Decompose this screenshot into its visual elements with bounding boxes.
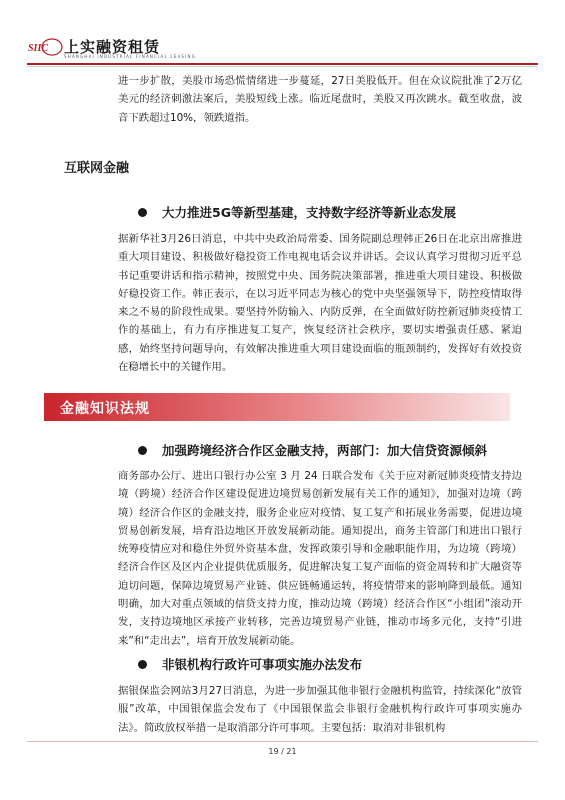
siic-logo-icon <box>27 37 63 57</box>
company-name-cn: 上实融资租赁 <box>64 38 161 56</box>
article-body-5g-infrastructure: 据新华社3月26日消息，中共中央政治局常委、国务院副总理韩正26日在北京出席推进重大项目建设、积极做好稳投资工作电视电话会议并讲话。会议认真学习贯彻习近平总书记重要讲话和指示精神，按照党中央、国务院决策部署，推进重大项目建设、积极做好稳投资工作。韩正表示，在以习近平同志为核心的党中央坚强领导下，防控疫情取得来之不易的阶段性成果。要坚持外防输入、内防反弹，在全面做好防控新冠肺炎疫情工作的基础上，有力有序推进复工复产，恢复经济社会秩序，要切实增强责任感、紧迫感，始终坚持问题导向，有效解决推进重大项目建设面临的瓶颈制约，发挥好有效投资在稳增长中的关键作用。 <box>118 233 522 374</box>
logo-mark-text: SIIC <box>28 43 49 54</box>
article-heading-text: 大力推进5G等新型基建，支持数字经济等新业态发展 <box>162 205 456 220</box>
section-title-internet-finance: 互联网金融 <box>64 161 130 176</box>
page-header <box>0 0 565 62</box>
footer-divider <box>27 741 538 742</box>
bullet-icon <box>138 446 147 455</box>
page-number: 19 / 21 <box>268 747 297 756</box>
article-heading-cross-border-zones <box>138 441 538 463</box>
article-heading-non-bank-licensing <box>138 655 538 677</box>
article-heading-5g-infrastructure <box>138 203 538 225</box>
header-divider-thin <box>27 66 538 67</box>
intro-paragraph: 进一步扩散，美股市场恐慌情绪进一步蔓延，27日美股低开。但在众议院批准了2万亿美元的经济刺激法案后，美股短线上涨。临近尾盘时，美股又再次跳水。截至收盘，波音下跌超过10%，领跌道指。 <box>118 75 522 124</box>
article-body-non-bank-licensing: 据银保监会网站3月27日消息，为进一步加强其他非银行金融机构监管，持续深化“放管服”改革，中国银保监会发布了《中国银保监会非银行金融机构行政许可事项实施办法》。简政放权举措一是取消部分许可事项。主要包括：取消对非银机构 <box>118 685 522 734</box>
company-name-en: SHANGHAI INDUSTRIAL FINANCIAL LEASING <box>64 54 197 59</box>
header-divider <box>27 63 538 65</box>
article-heading-text: 加强跨境经济合作区金融支持，两部门：加大信贷资源倾斜 <box>162 443 488 458</box>
bullet-icon <box>138 208 147 217</box>
article-heading-text: 非银机构行政许可事项实施办法发布 <box>162 657 363 672</box>
section-band-financial-regulations <box>44 393 510 421</box>
bullet-icon <box>138 660 147 669</box>
article-body-cross-border-zones: 商务部办公厅、进出口银行办公室 3 月 24 日联合发布《关于应对新冠肺炎疫情支持边境（跨境）经济合作区建设促进边境贸易创新发展有关工作的通知》，加强对边境（跨境）经济合作区的金融支持，服务企业应对疫情、复工复产和拓展业务需要，促进边境贸易创新发展，培育沿边地区开放发展新动能。通知提出，商务主管部门和进出口银行统筹疫情应对和稳住外贸外资基本盘，发挥政策引导和金融职能作用，为边境（跨境）经济合作区及区内企业提供优质服务，促进解决复工复产面临的资金周转和扩大融资等迫切问题，保障边境贸易产业链、供应链畅通运转，将疫情带来的影响降到最低。通知明确，加大对重点领域的信贷支持力度，推动边境（跨境）经济合作区“小组团”滚动开发，支持边境地区承接产业转移，完善边境贸易产业链，推动市场多元化，支持“引进来”和“走出去”，培育开放发展新动能。 <box>118 470 522 647</box>
section-title-financial-regulations: 金融知识法规 <box>60 401 150 417</box>
